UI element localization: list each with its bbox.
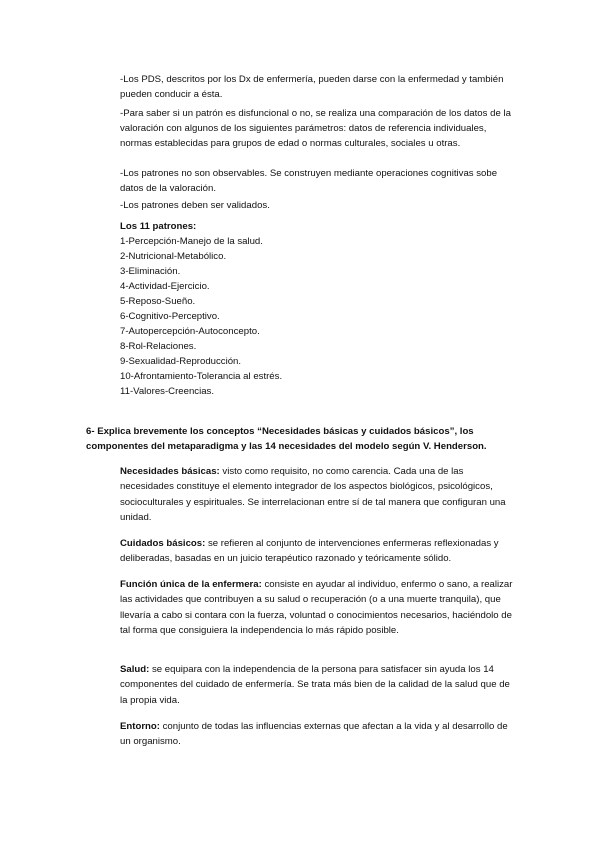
pattern-item: 2-Nutricional-Metabólico.: [120, 251, 227, 262]
pattern-item: 11-Valores-Creencias.: [120, 386, 215, 397]
definition-necesidades-basicas: [120, 464, 518, 526]
intro-paragraph-4: -Los patrones deben ser validados.: [120, 200, 270, 211]
pattern-item: 5-Reposo-Sueño.: [120, 296, 196, 307]
definition-text: consiste en ayudar al individuo, enfermo o sano, a realizar las actividades que contribuyen a su salud o recuperación (o a una muerte tranquila), que llevaría a cabo si contara con la fuerza, voluntad o conocimientos necesarios, haciéndolo de tal forma que consiguiera la independencia lo más rápido posible.: [120, 579, 513, 637]
pattern-item: 7-Autopercepción-Autoconcepto.: [120, 326, 260, 337]
definition-term: Salud:: [120, 664, 150, 675]
pattern-item: 6-Cognitivo-Perceptivo.: [120, 311, 220, 322]
patterns-list: [120, 219, 520, 399]
definition-text: conjunto de todas las influencias externas que afectan a la vida y al desarrollo de un organismo.: [120, 721, 508, 748]
question-heading: 6- Explica brevemente los conceptos “Necesidades básicas y cuidados básicos”, los componentes del metaparadigma y las 14 necesidades del modelo según V. Henderson.: [86, 426, 487, 452]
pattern-item: 9-Sexualidad-Reproducción.: [120, 356, 242, 367]
definition-term: Entorno:: [120, 721, 160, 732]
pattern-item: 1-Percepción-Manejo de la salud.: [120, 236, 263, 247]
pattern-item: 10-Afrontamiento-Tolerancia al estrés.: [120, 371, 283, 382]
definition-term: Necesidades básicas:: [120, 466, 220, 477]
pattern-item: 8-Rol-Relaciones.: [120, 341, 197, 352]
definition-salud: [120, 662, 518, 708]
pattern-item: 3-Eliminación.: [120, 266, 181, 277]
definition-entorno: [120, 719, 518, 750]
definition-text: se equipara con la independencia de la persona para satisfacer sin ayuda los 14 componentes del cuidado de enfermería. Se trata más bien de la calidad de la salud que de la propia vida.: [120, 664, 510, 706]
definition-text: visto como requisito, no como carencia. Cada una de las necesidades constituye el elemento integrador de los aspectos biológicos, psicológicos, socioculturales y espirituales. Se interrelacionan entre sí de tal manera que configuran una unidad.: [120, 466, 506, 524]
patterns-heading: Los 11 patrones:: [120, 221, 197, 232]
intro-paragraph-2: -Para saber si un patrón es disfuncional o no, se realiza una comparación de los datos de la valoración con algunos de los siguientes parámetros: datos de referencia individuales, normas establecidas para grupos de edad o normas culturales, sociales u otras.: [120, 108, 511, 149]
definition-term: Función única de la enfermera:: [120, 579, 262, 590]
intro-paragraph-3: -Los patrones no son observables. Se construyen mediante operaciones cognitivas sobe datos de la valoración.: [120, 168, 498, 194]
definition-text: se refieren al conjunto de intervenciones enfermeras reflexionadas y deliberadas, basadas en un juicio terapéutico razonado y teóricamente sólido.: [120, 538, 499, 565]
pattern-item: 4-Actividad-Ejercicio.: [120, 281, 210, 292]
definition-cuidados-basicos: [120, 536, 518, 567]
intro-paragraph-1: -Los PDS, descritos por los Dx de enfermería, pueden darse con la enfermedad y también pueden conducir a ésta.: [120, 74, 504, 100]
definition-funcion-unica: [120, 577, 518, 639]
definition-term: Cuidados básicos:: [120, 538, 206, 549]
